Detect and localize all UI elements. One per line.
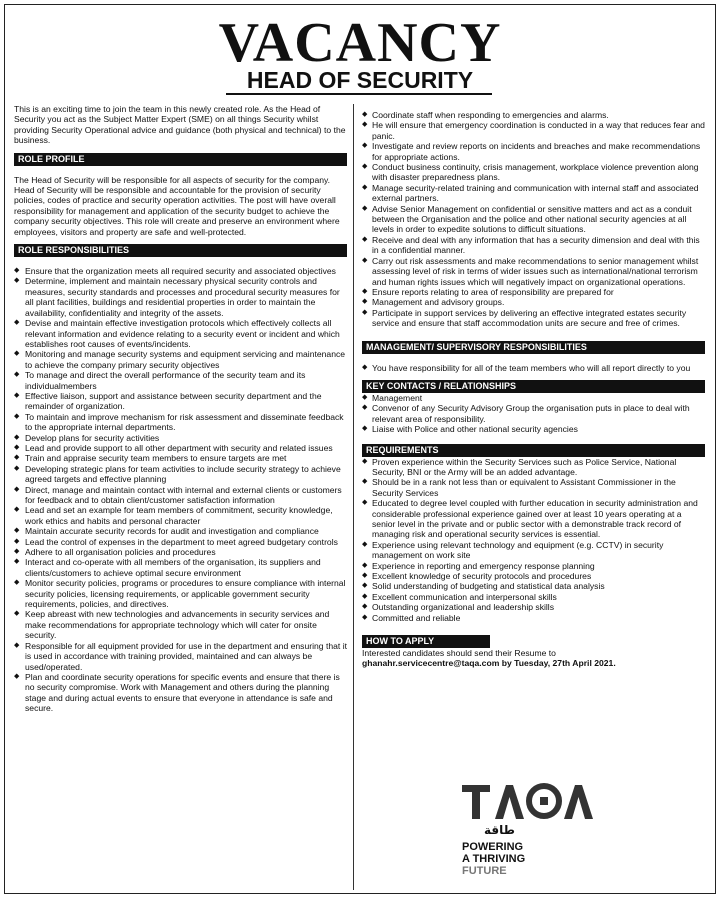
left-column <box>14 104 347 714</box>
tagline-line-1: POWERING <box>462 841 524 853</box>
apply-text: Interested candidates should send their Resume to <box>362 648 556 659</box>
list-item: ◆ Solid understanding of budgeting and statistical data analysis <box>362 581 705 591</box>
list-item: ◆ Direct, manage and maintain contact with internal and external clients or customers for feedback and to obtain client/customer satisfaction information <box>14 485 347 506</box>
management-list <box>362 363 705 373</box>
list-item: ◆ Adhere to all organisation policies and procedures <box>14 547 347 557</box>
list-item: ◆ Developing strategic plans for team activities to include security strategy to achieve agreed targets and effective planning <box>14 464 347 485</box>
list-item: ◆ Investigate and review reports on incidents and breaches and make recommendations for appropriate actions. <box>362 141 705 162</box>
list-item: ◆ Maintain accurate security records for audit and investigation and compliance <box>14 526 347 536</box>
list-item: ◆ Advise Senior Management on confidential or sensitive matters and act as a conduit between the Organisation and the police and other national security agencies at all levels in order to expedite solutions to difficult situations. <box>362 204 705 235</box>
list-item: ◆ Outstanding organizational and leadership skills <box>362 602 705 612</box>
list-item: ◆ Train and appraise security team members to ensure targets are met <box>14 453 347 463</box>
list-item: ◆ Coordinate staff when responding to emergencies and alarms. <box>362 110 705 120</box>
role-responsibilities-heading: ROLE RESPONSIBILITIES <box>14 244 347 257</box>
key-contacts-heading: KEY CONTACTS / RELATIONSHIPS <box>362 380 705 393</box>
taqa-logo-mark <box>462 783 662 821</box>
role-profile-text: The Head of Security will be responsible for all aspects of security for the company. Head of Security will be responsible and accountable for the provision of security policies, codes of practice and security operation activities. The post will have overall responsibility for management and application of the security budget to achieve the company security objectives. This role will create and preserve an environment where employees, visitors and property are safe and well-protected. <box>14 174 340 237</box>
list-item: ◆ Effective liaison, support and assistance between security department and the remainder of organization. <box>14 391 347 412</box>
responsibilities-list <box>14 266 347 713</box>
list-item: ◆ Experience using relevant technology and equipment (e.g. CCTV) in security management on work site <box>362 540 705 561</box>
apply-email-line: ghanahr.servicecentre@taqa.com by Tuesday, 27th April 2021. <box>362 658 616 669</box>
list-item: ◆ Keep abreast with new technologies and advancements in security services and make recommendations for appropriate technology which will cater for onsite security. <box>14 609 347 640</box>
taqa-logo <box>462 783 662 883</box>
responsibilities-continued-list <box>362 110 705 329</box>
list-item: ◆ Plan and coordinate security operations for specific events and ensure that there is no security compromise. Work with Management and others during the planning stage and during actual events to ensure that everyone in attendance is safe and secure. <box>14 672 347 714</box>
list-item: ◆ Committed and reliable <box>362 613 705 623</box>
subtitle-underline <box>226 93 492 95</box>
list-item: ◆ You have responsibility for all of the team members who will all report directly to you <box>362 363 705 373</box>
list-item: ◆ Management and advisory groups. <box>362 297 705 307</box>
list-item: ◆ He will ensure that emergency coordination is conducted in a way that reduces fear and panic. <box>362 120 705 141</box>
list-item: ◆ Lead and provide support to all other department with security and related issues <box>14 443 347 453</box>
list-item: ◆ Develop plans for security activities <box>14 433 347 443</box>
management-heading: MANAGEMENT/ SUPERVISORY RESPONSIBILITIES <box>362 341 705 354</box>
list-item: ◆ To manage and direct the overall performance of the security team and its individualmembers <box>14 370 347 391</box>
right-column <box>362 104 705 669</box>
list-item: ◆ Participate in support services by delivering an effective integrated estates security service and ensure that staff accommodation units are secure and free of crimes. <box>362 308 705 329</box>
logo-arabic-text: طاقة <box>484 823 515 837</box>
how-to-apply-heading: HOW TO APPLY <box>362 635 490 648</box>
list-item: ◆ Excellent communication and interpersonal skills <box>362 592 705 602</box>
page-title: VACANCY <box>218 12 502 74</box>
list-item: ◆ Lead the control of expenses in the department to meet agreed budgetary controls <box>14 537 347 547</box>
list-item: ◆ Interact and co-operate with all members of the organisation, its suppliers and clients/customers to achieve optimal secure environment <box>14 557 347 578</box>
list-item: ◆ Receive and deal with any information that has a security dimension and deal with this in a confidential manner. <box>362 235 705 256</box>
list-item: ◆ Experience in reporting and emergency response planning <box>362 561 705 571</box>
role-profile-heading: ROLE PROFILE <box>14 153 347 166</box>
page-subtitle: HEAD OF SECURITY <box>246 67 474 93</box>
list-item: ◆ Educated to degree level coupled with further education in security administration and considerable professional experience gained over at least 10 years operating at a senior level in the private and or public sector with a demonstrable track record of managing risk and operational security services is essential. <box>362 498 705 540</box>
list-item: ◆ Proven experience within the Security Services such as Police Service, National Security, BNI or the Army will be an added advantage. <box>362 457 705 478</box>
list-item: ◆ Monitoring and manage security systems and equipment servicing and maintenance to achieve the company primary security objectives <box>14 349 347 370</box>
list-item: ◆ Devise and maintain effective investigation protocols which effectively collects all relevant information and evidence relating to a security event or incident and which establishes root causes of events/incidents. <box>14 318 347 349</box>
requirements-heading: REQUIREMENTS <box>362 444 705 457</box>
list-item: ◆ Liaise with Police and other national security agencies <box>362 424 705 434</box>
taqa-wordmark-icon <box>462 783 602 821</box>
requirements-list <box>362 457 705 624</box>
intro-text: This is an exciting time to join the team in this newly created role. As the Head of Security you act as the Subject Matter Expert (SME) on all things Security whilst providing Security Operational advice and guidance (both physical and technical) to the business. <box>14 104 346 146</box>
list-item: ◆ Management <box>362 393 705 403</box>
list-item: ◆ Responsible for all equipment provided for use in the department and ensuring that it is used in accordance with training provided, maintained and can always be used/operated. <box>14 641 347 672</box>
list-item: ◆ To maintain and improve mechanism for risk assessment and disseminate feedback to the appropriate internal departments. <box>14 412 347 433</box>
list-item: ◆ Lead and set an example for team members of commitment, security knowledge, work ethics and habits and personal character <box>14 505 347 526</box>
list-item: ◆ Determine, implement and maintain necessary physical security controls and measures, security standards and processes and procedural security measures for all plant facilities, buildings and residential properties in order to maintain the availability, confidentiality and integrity of the assets. <box>14 276 347 318</box>
list-item: ◆ Ensure reports relating to area of responsibility are prepared for <box>362 287 705 297</box>
tagline-line-3: FUTURE <box>462 865 507 877</box>
list-item: ◆ Carry out risk assessments and make recommendations to senior management whilst assessing level of risk in terms of wider issues such as international/national terrorism and human rights issues which will negatively impact on organizational operations. <box>362 256 705 287</box>
tagline-line-2: A THRIVING <box>462 853 526 865</box>
list-item: ◆ Manage security-related training and communication with internal staff and associated external partners. <box>362 183 705 204</box>
list-item: ◆ Convenor of any Security Advisory Group the organisation puts in place to deal with relevant area of responsibility. <box>362 403 705 424</box>
column-divider <box>353 104 354 890</box>
key-contacts-list <box>362 393 705 435</box>
list-item: ◆ Conduct business continuity, crisis management, workplace violence prevention along with disaster preparedness plans. <box>362 162 705 183</box>
list-item: ◆ Should be in a rank not less than or equivalent to Assistant Commissioner in the Security Services <box>362 477 705 498</box>
list-item: ◆ Ensure that the organization meets all required security and associated objectives <box>14 266 347 276</box>
list-item: ◆ Excellent knowledge of security protocols and procedures <box>362 571 705 581</box>
list-item: ◆ Monitor security policies, programs or procedures to ensure compliance with internal security policies, licensing requirements, or applicable government security requirements, policies, and directives. <box>14 578 347 609</box>
